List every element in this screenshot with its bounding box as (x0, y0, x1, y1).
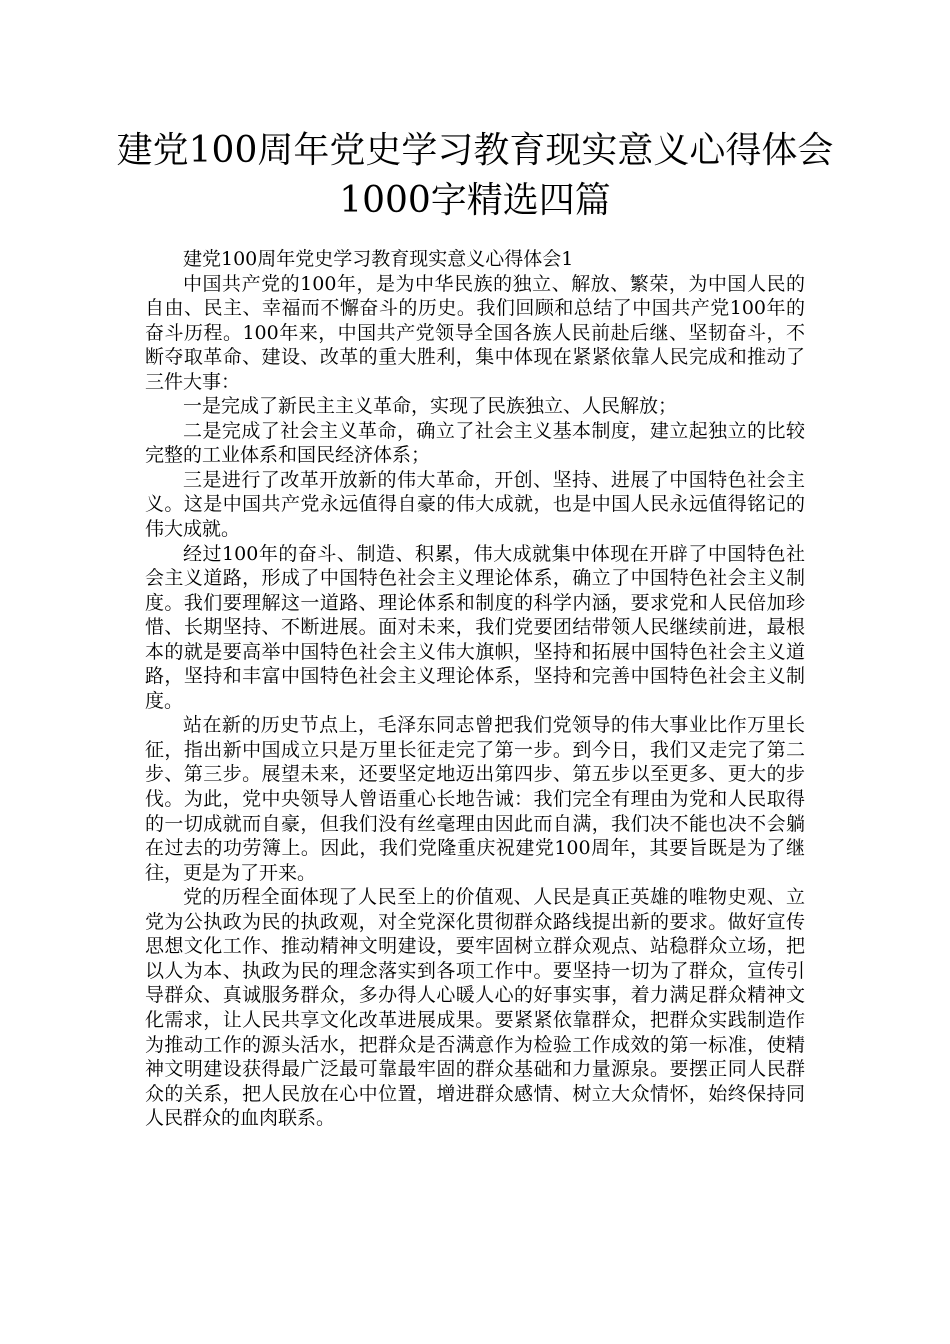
document-body (145, 247, 805, 1131)
paragraph: 三是进行了改革开放新的伟大革命，开创、坚持、进展了中国特色社会主义。这是中国共产党永远值得自豪的伟大成就，也是中国人民永远值得铭记的伟大成就。 (145, 468, 805, 541)
paragraph: 二是完成了社会主义革命，确立了社会主义基本制度，建立起独立的比较完整的工业体系和国民经济体系； (145, 419, 805, 467)
paragraph: 一是完成了新民主主义革命，实现了民族独立、人民解放； (183, 395, 678, 418)
paragraph: 中国共产党的100年，是为中华民族的独立、解放、繁荣，为中国人民的自由、民主、幸福而不懈奋斗的历史。我们回顾和总结了中国共产党100年的奋斗历程。100年来，中国共产党领导全国各族人民前赴后继、坚韧奋斗，不断夺取革命、建设、改革的重大胜利，集中体现在紧紧依靠人民完成和推动了三件大事： (145, 272, 805, 393)
document-title: 建党100周年党史学习教育现实意义心得体会1000字精选四篇 (116, 130, 834, 221)
paragraph: 经过100年的奋斗、制造、积累，伟大成就集中体现在开辟了中国特色社会主义道路，形成了中国特色社会主义理论体系，确立了中国特色社会主义制度。我们要理解这一道路、理论体系和制度的科学内涵，要求党和人民倍加珍惜、长期坚持、不断进展。面对未来，我们党要团结带领人民继续前进，最根本的就是要高举中国特色社会主义伟大旗帜，坚持和拓展中国特色社会主义道路，坚持和丰富中国特色社会主义理论体系，坚持和完善中国特色社会主义制度。 (145, 542, 805, 712)
paragraph-subheading: 建党100周年党史学习教育现实意义心得体会1 (183, 248, 574, 270)
paragraph: 站在新的历史节点上，毛泽东同志曾把我们党领导的伟大事业比作万里长征，指出新中国成立只是万里长征走完了第一步。到今日，我们又走完了第二步、第三步。展望未来，还要坚定地迈出第四步、第五步以至更多、更大的步伐。为此，党中央领导人曾语重心长地告诫：我们完全有理由为党和人民取得的一切成就而自豪，但我们没有丝毫理由因此而自满，我们决不能也决不会躺在过去的功劳簿上。因此，我们党隆重庆祝建党100周年，其要旨既是为了继往，更是为了开来。 (145, 714, 805, 884)
paragraph: 党的历程全面体现了人民至上的价值观、人民是真正英雄的唯物史观、立党为公执政为民的执政观，对全党深化贯彻群众路线提出新的要求。做好宣传思想文化工作、推动精神文明建设，要牢固树立群众观点、站稳群众立场，把以人为本、执政为民的理念落实到各项工作中。要坚持一切为了群众，宣传引导群众、真诚服务群众，多办得人心暖人心的好事实事，着力满足群众精神文化需求，让人民共享文化改革进展成果。要紧紧依靠群众，把群众实践制造作为推动工作的源头活水，把群众是否满意作为检验工作成效的第一标准，使精神文明建设获得最广泛最可靠最牢固的群众基础和力量源泉。要摆正同人民群众的关系，把人民放在心中位置，增进群众感情、树立大众情怀，始终保持同人民群众的血肉联系。 (145, 886, 805, 1130)
